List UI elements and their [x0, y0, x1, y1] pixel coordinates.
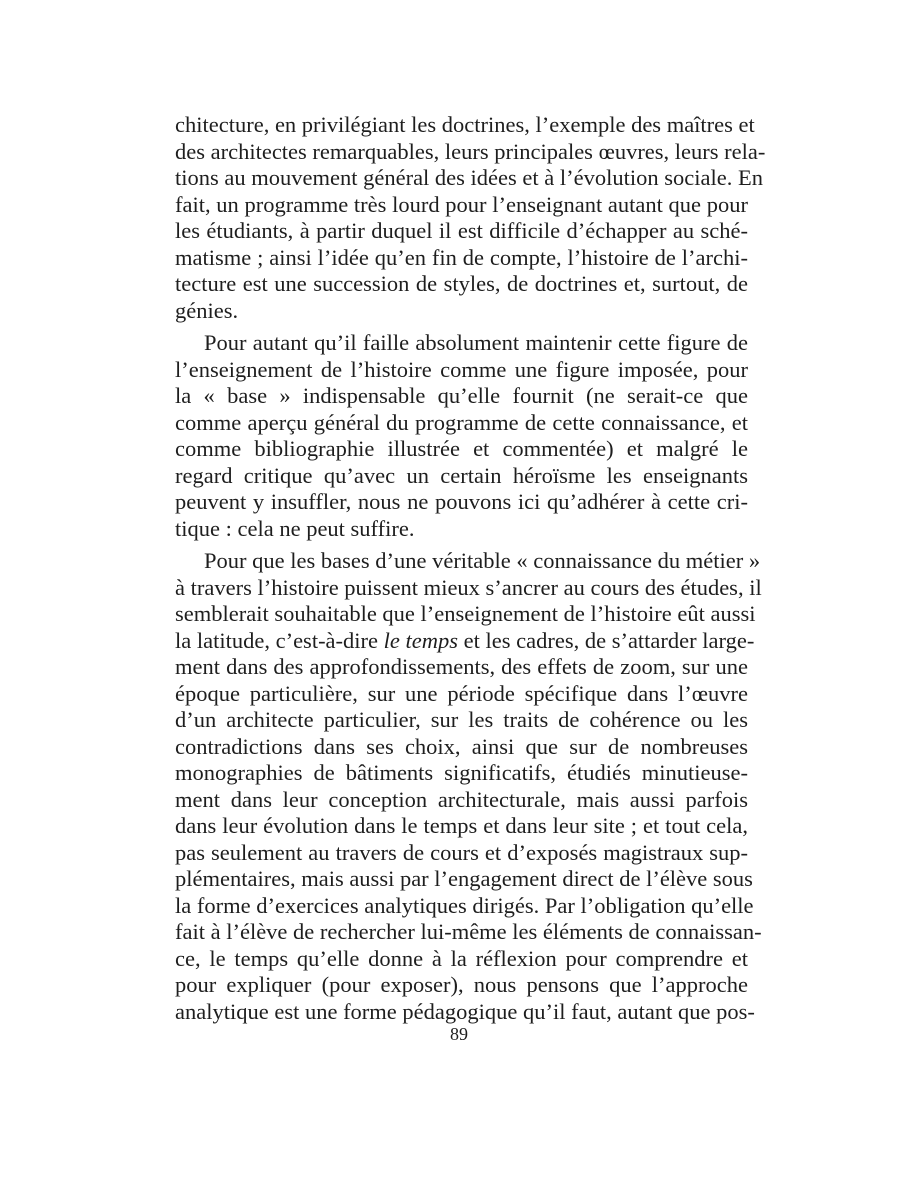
text-line: tecture est une succession de styles, de doctrines et, surtout, de: [175, 271, 748, 296]
text-line: la « base » indispensable qu’elle fournit (ne serait-ce que: [175, 383, 748, 408]
text-line: pas seulement au travers de cours et d’exposés magistraux sup-: [175, 839, 748, 865]
text-line: monographies de bâtiments significatifs, étudiés minutieuse-: [175, 760, 748, 785]
text-line: ment dans des approfondissements, des effets de zoom, sur une: [175, 654, 748, 679]
text-line: à travers l’histoire puissent mieux s’ancrer au cours des études, il: [175, 574, 762, 600]
text-line: époque particulière, sur une période spécifique dans l’œuvre: [175, 680, 748, 706]
text-line: semblerait souhaitable que l’enseignement de l’histoire eût aussi: [175, 601, 756, 626]
text-line: comme bibliographie illustrée et commentée) et malgré le: [175, 436, 748, 461]
paragraph-1: [175, 112, 766, 324]
text-line: comme aperçu général du programme de cette connaissance, et: [175, 409, 748, 435]
text-line: des architectes remarquables, leurs principales œuvres, leurs rela-: [175, 138, 766, 164]
page-number: 89: [450, 1024, 468, 1044]
text-line: [175, 627, 755, 655]
text-line: analytique est une forme pédagogique qu’il faut, autant que pos-: [175, 998, 755, 1024]
text-line: dans leur évolution dans le temps et dans leur site ; et tout cela,: [175, 813, 748, 838]
text-line: tions au mouvement général des idées et à l’évolution sociale. En: [175, 165, 763, 190]
text-line: d’un architecte particulier, sur les traits de cohérence ou les: [175, 707, 748, 732]
text-line: génies.: [175, 297, 239, 323]
text-line: matisme ; ainsi l’idée qu’en fin de compte, l’histoire de l’archi-: [175, 244, 748, 270]
text-line: les étudiants, à partir duquel il est difficile d’échapper au sché-: [175, 218, 748, 243]
text-line: Pour que les bases d’une véritable « connaissance du métier »: [204, 548, 761, 573]
text-line: fait à l’élève de rechercher lui-même les éléments de connaissan-: [175, 919, 762, 944]
text-line: pour expliquer (pour exposer), nous pensons que l’approche: [175, 972, 748, 997]
text-line: l’enseignement de l’histoire comme une figure imposée, pour: [175, 356, 748, 382]
paragraph-2: [175, 330, 748, 542]
text-line: peuvent y insuffler, nous ne pouvons ici qu’adhérer à cette cri-: [175, 489, 748, 514]
text-run: la latitude, c’est-à-dire: [175, 627, 384, 653]
italic-phrase: le temps: [383, 627, 459, 653]
text-line: contradictions dans ses choix, ainsi que sur de nombreuses: [175, 733, 748, 759]
paragraph-3: [175, 548, 762, 1025]
text-line: plémentaires, mais aussi par l’engagement direct de l’élève sous: [175, 866, 753, 891]
text-line: ment dans leur conception architecturale, mais aussi parfois: [175, 786, 748, 812]
text-line: regard critique qu’avec un certain héroïsme les enseignants: [175, 462, 748, 488]
text-line: tique : cela ne peut suffire.: [175, 515, 415, 541]
text-line: fait, un programme très lourd pour l’enseignant autant que pour: [175, 191, 748, 217]
text-line: la forme d’exercices analytiques dirigés. Par l’obligation qu’elle: [175, 892, 754, 918]
body-text: [175, 112, 766, 1025]
text-line: ce, le temps qu’elle donne à la réflexion pour comprendre et: [175, 945, 748, 971]
text-run: et les cadres, de s’attarder large-: [458, 627, 755, 653]
text-line: Pour autant qu’il faille absolument maintenir cette figure de: [204, 330, 748, 355]
text-line: chitecture, en privilégiant les doctrines, l’exemple des maîtres et: [175, 112, 755, 137]
